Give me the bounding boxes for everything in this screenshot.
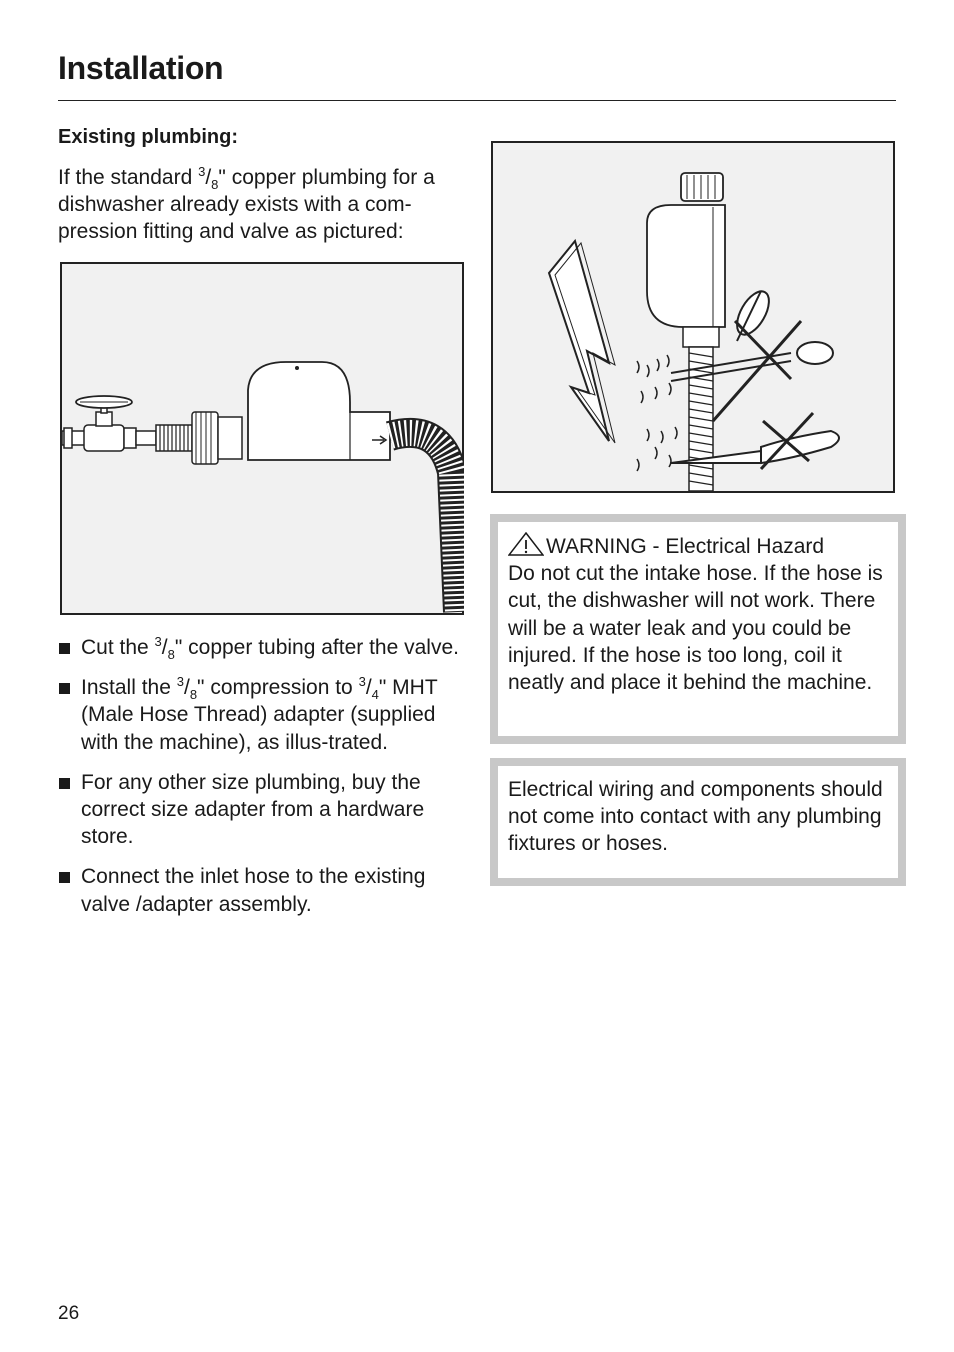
warning-triangle-icon [508, 532, 544, 556]
valve-fitting-illustration [60, 262, 464, 615]
fraction-numerator: 3 [198, 164, 206, 179]
intro-text-start: If the standard [58, 166, 199, 189]
intro-paragraph: If the standard $^3/_8$" copper plumbing for a dishwasher already exists with a com-pression fitting and valve as pictured: [58, 164, 435, 244]
do-not-cut-hose-illustration [491, 141, 895, 493]
bullet-square-icon [59, 778, 70, 789]
warning-text: Do not cut the intake hose. If the hose is cut, the dishwasher will not work. There will be a water leak and you could be injured. If the hose is too long, coil it neatly and place it behind the machine. [508, 562, 883, 695]
warning-title: WARNING - Electrical Hazard [546, 535, 825, 558]
bullet-square-icon [59, 872, 70, 883]
intro-text-end: " copper plumbing for a dishwasher already exists with a com-pression fitting and valve as pictured: [58, 166, 435, 244]
note-text: Electrical wiring and components should not come into contact with any plumbing fixtures or hoses. [508, 778, 883, 856]
list-item: Cut the $^3/_8$" copper tubing after the valve. [58, 634, 473, 661]
bullet-square-icon [59, 643, 70, 654]
note-box [490, 758, 906, 886]
instruction-list [58, 634, 473, 931]
warning-box [490, 514, 906, 744]
title-divider [58, 100, 896, 101]
list-item: Connect the inlet hose to the existing valve /adapter assembly. [58, 863, 473, 917]
page-title: Installation [58, 50, 224, 86]
fraction-denominator: 8 [211, 177, 219, 193]
list-item: For any other size plumbing, buy the correct size adapter from a hardware store. [58, 769, 473, 851]
section-heading: Existing plumbing: [58, 126, 238, 148]
bullet-square-icon [59, 683, 70, 694]
page-number: 26 [58, 1303, 80, 1324]
list-item: Install the $^3/_8$" compression to $^3/_4$" MHT (Male Hose Thread) adapter (supplied with the machine), as illus-trated. [58, 674, 473, 756]
